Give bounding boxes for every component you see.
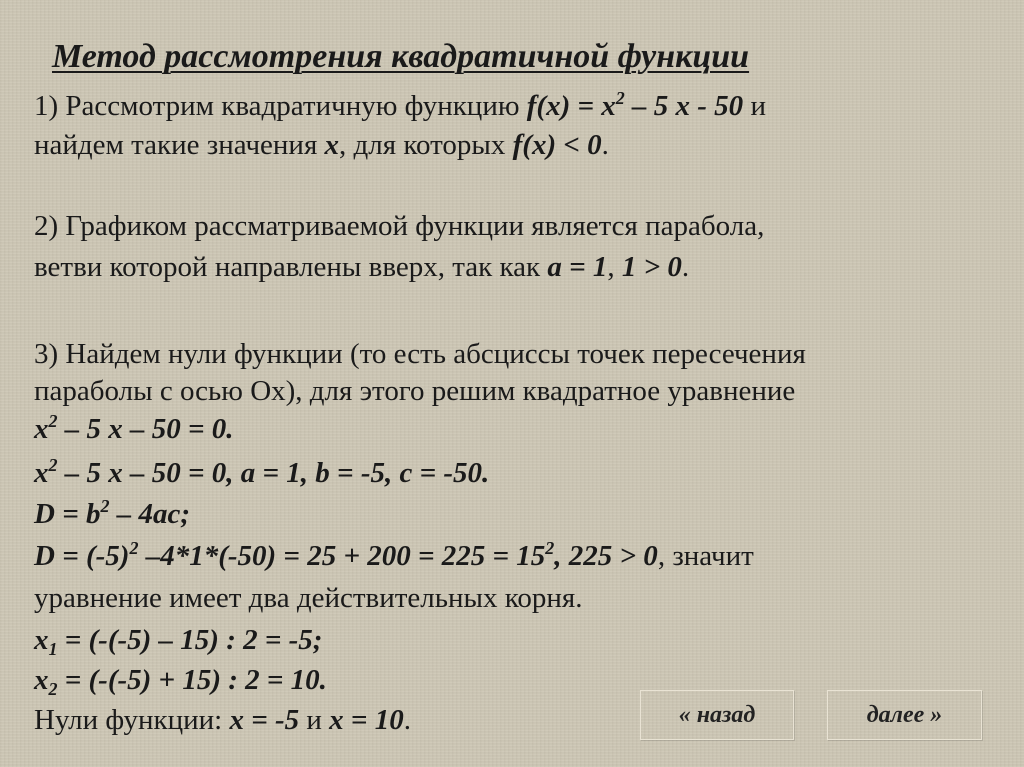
function-formula (527, 90, 743, 122)
root-x2 (34, 662, 327, 698)
step1-text: 1) Рассмотрим квадратичную функцию (34, 90, 527, 122)
step2-line2 (34, 249, 689, 285)
step1-text: . (601, 129, 609, 161)
step2-text: , (607, 251, 622, 283)
step2-line1: 2) Графиком рассматриваемой функции является парабола, (34, 210, 765, 242)
exponent: 2 (48, 411, 58, 431)
formula-part: – 5 x – 50 = 0. (57, 413, 234, 445)
solution-text: , значит (657, 540, 754, 572)
slide-title: Метод рассмотрения квадратичной функции (52, 38, 750, 75)
formula-part: = (-(-5) + 15) : 2 = 10. (57, 664, 327, 696)
solution-text: . (403, 704, 411, 736)
step1-text: и (743, 90, 766, 122)
roots-statement: уравнение имеет два действительных корня. (34, 582, 583, 614)
zero-value: x = -5 (229, 704, 300, 736)
formula-part: = (-(-5) – 15) : 2 = -5; (57, 624, 323, 656)
formula-part: D = (-5) (34, 540, 130, 572)
discriminant-formula (34, 496, 190, 532)
step1-line2 (34, 127, 609, 163)
exponent: 2 (100, 496, 110, 516)
formula-part: f(x) = x (526, 90, 616, 122)
exponent: 2 (615, 88, 625, 108)
discriminant-calculation (34, 538, 754, 574)
step3-line1: 3) Найдем нули функции (то есть абсциссы точек пересечения (34, 338, 806, 370)
formula-part: D = b (34, 498, 101, 530)
next-button-label: далее » (866, 701, 943, 728)
solution-text: и (299, 704, 330, 736)
formula-part: , 225 > 0 (554, 540, 658, 572)
exponent: 2 (545, 538, 555, 558)
inequality: f(x) < 0 (512, 129, 602, 161)
formula-part: – 4ac; (109, 498, 190, 530)
coefficient-a: a = 1 (547, 251, 608, 283)
root-x1 (34, 622, 322, 658)
step1-line1 (34, 88, 766, 124)
subscript: 1 (48, 639, 58, 659)
quadratic-equation (34, 411, 234, 447)
zero-value: x = 10 (329, 704, 404, 736)
solution-text: Нули функции: (34, 704, 230, 736)
formula-part: x (34, 624, 49, 656)
variable-x: x (324, 129, 340, 161)
back-button[interactable] (640, 690, 794, 740)
zeros-conclusion (34, 702, 411, 738)
subscript: 2 (48, 679, 58, 699)
discriminant-value (34, 540, 658, 572)
next-button[interactable] (827, 690, 982, 740)
formula-part: x (34, 664, 49, 696)
exponent: 2 (129, 538, 139, 558)
formula-part: x (34, 413, 49, 445)
formula-part: – 5 x - 50 (624, 90, 744, 122)
formula-part: x (34, 457, 49, 489)
step2-text: ветви которой направлены вверх, так как (34, 251, 548, 283)
exponent: 2 (48, 455, 58, 475)
formula-part: – 5 x – 50 = 0, a = 1, b = -5, c = -50. (57, 457, 490, 489)
step3-line2: параболы с осью Ох), для этого решим квадратное уравнение (34, 375, 796, 407)
back-button-label: « назад (678, 701, 756, 728)
coefficients-line (34, 455, 489, 491)
step1-text: найдем такие значения (34, 129, 325, 161)
step1-text: , для которых (339, 129, 513, 161)
step2-text: . (681, 251, 690, 283)
formula-part: –4*1*(-50) = 25 + 200 = 225 = 15 (138, 540, 546, 572)
positive-condition: 1 > 0 (621, 251, 682, 283)
